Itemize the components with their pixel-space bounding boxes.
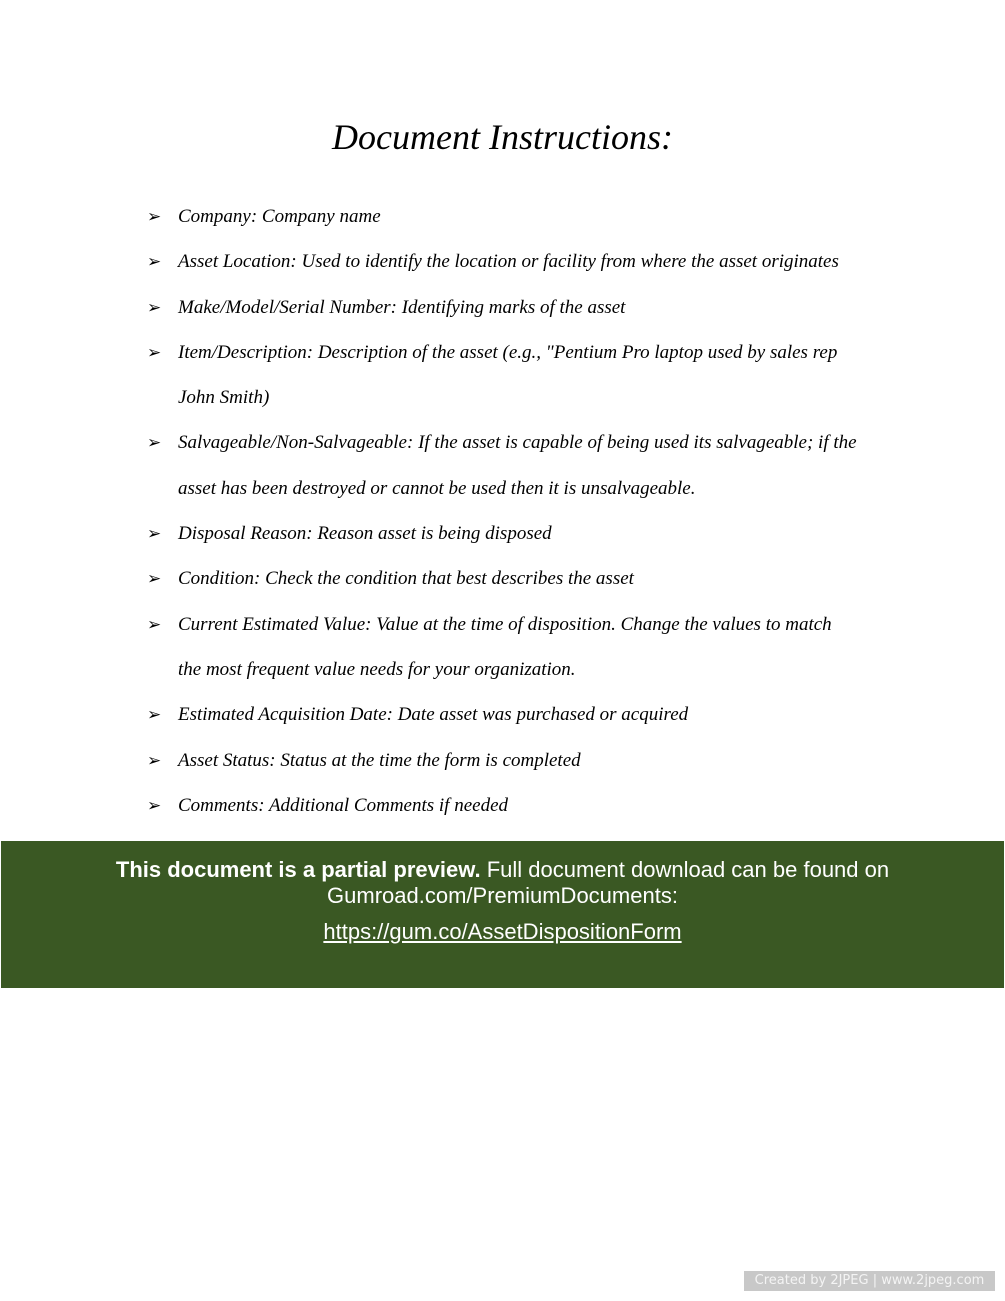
list-item-text: Asset Location: Used to identify the location or facility from where the asset originates [178,251,839,273]
page-title: Document Instructions: [332,117,673,157]
arrow-bullet-icon: ➢ [147,569,162,589]
arrow-bullet-icon: ➢ [147,524,162,544]
arrow-bullet-icon: ➢ [147,614,162,634]
list-item-text: Disposal Reason: Reason asset is being disposed [178,523,552,545]
list-item-text: Comments: Additional Comments if needed [178,794,509,816]
arrow-bullet-icon: ➢ [147,297,162,317]
list-item-text: the most frequent value needs for your organization. [178,658,576,680]
list-item [0,426,1005,517]
arrow-bullet-icon: ➢ [147,252,162,272]
list-item-text: John Smith) [178,387,270,409]
list-item [0,789,1005,834]
list-item [0,200,1005,245]
list-item [0,517,1005,562]
list-item-text: Estimated Acquisition Date: Date asset was purchased or acquired [178,704,689,726]
arrow-bullet-icon: ➢ [147,795,162,815]
list-item [0,698,1005,743]
list-item [0,245,1005,290]
list-item [0,291,1005,336]
download-link[interactable]: https://gum.co/AssetDispositionForm [323,919,682,944]
list-item-text: Asset Status: Status at the time the form is completed [178,749,581,771]
list-item [0,744,1005,789]
list-item-text: Company: Company name [178,206,381,227]
arrow-bullet-icon: ➢ [147,750,162,770]
list-item-text: Item/Description: Description of the asset (e.g., "Pentium Pro laptop used by sales rep [178,341,838,363]
list-item-text: Condition: Check the condition that best describes the asset [178,568,634,590]
watermark: Created by 2JPEG | www.2jpeg.com [744,1271,995,1291]
list-item-text: Salvageable/Non-Salvageable: If the asset is capable of being used its salvageable; if the [178,432,857,454]
list-item-text: Make/Model/Serial Number: Identifying marks of the asset [178,296,626,318]
banner-bold-text: This document is a partial preview. [115,857,481,882]
banner-text: Full document download can be found on [480,857,890,882]
preview-banner [1,841,1004,988]
list-item [0,562,1005,607]
arrow-bullet-icon: ➢ [147,342,162,362]
instructions-list [0,200,1005,834]
arrow-bullet-icon: ➢ [147,433,162,453]
list-item [0,336,1005,427]
arrow-bullet-icon: ➢ [147,207,162,226]
list-item [0,608,1005,699]
banner-line2: Gumroad.com/PremiumDocuments: [327,883,678,908]
arrow-bullet-icon: ➢ [147,705,162,725]
list-item-text: Current Estimated Value: Value at the time of disposition. Change the values to match [178,613,832,635]
list-item-text: asset has been destroyed or cannot be used then it is unsalvageable. [178,477,696,499]
